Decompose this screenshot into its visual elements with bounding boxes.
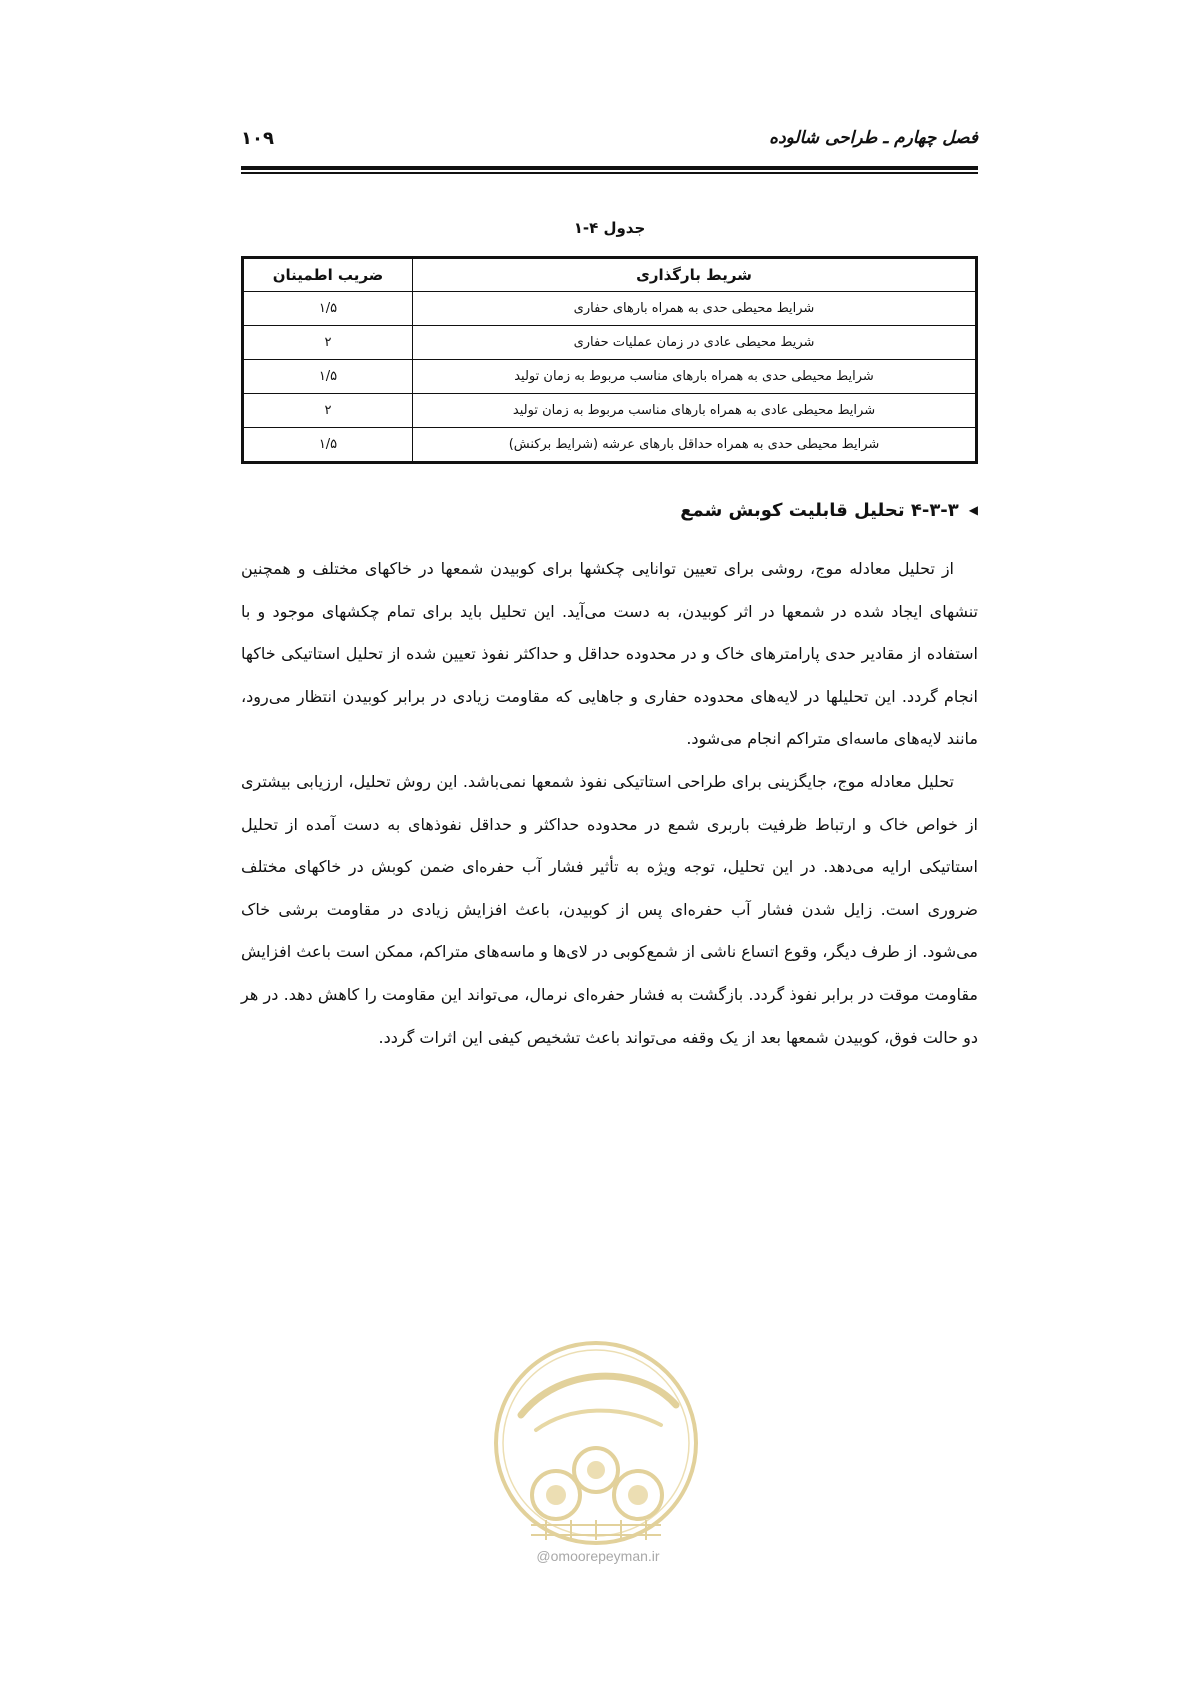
header-rule-thick xyxy=(241,166,978,170)
table-row xyxy=(243,394,977,428)
table-cell-condition: شرایط محیطی حدی به همراه حداقل بارهای عرشه (شرایط برکنش) xyxy=(413,428,977,463)
table-cell-condition: شریط محیطی عادی در زمان عملیات حفاری xyxy=(413,326,977,360)
watermark-url: @omoorepeyman.ir xyxy=(536,1548,660,1564)
page-header xyxy=(241,128,978,158)
body-text xyxy=(241,548,978,1059)
table-cell-condition: شرایط محیطی حدی به همراه بارهای مناسب مربوط به زمان تولید xyxy=(413,360,977,394)
triangle-left-icon: ◀ xyxy=(968,503,978,517)
watermark-logo-icon xyxy=(491,1335,701,1571)
table-cell-condition: شرایط محیطی حدی به همراه بارهای حفاری xyxy=(413,292,977,326)
table-row xyxy=(243,326,977,360)
table-row xyxy=(243,428,977,463)
table-cell-factor: ۲ xyxy=(243,326,413,360)
table-cell-factor: ۱/۵ xyxy=(243,292,413,326)
table-cell-factor: ۱/۵ xyxy=(243,360,413,394)
page-number: ۱۰۹ xyxy=(241,128,274,149)
table-cell-condition: شرایط محیطی عادی به همراه بارهای مناسب مربوط به زمان تولید xyxy=(413,394,977,428)
column-header-condition: شریط بارگذاری xyxy=(413,258,977,292)
header-rule-thin xyxy=(241,172,978,174)
table-row xyxy=(243,360,977,394)
paragraph: تحلیل معادله موج، جایگزینی برای طراحی استاتیکی نفوذ شمعها نمی‌باشد. این روش تحلیل، ارزیابی بیشتری از خواص خاک و ارتباط ظرفیت باربری شمع در محدوده حداکثر و حداقل نفوذهای به دست آمده از تحلیل استاتیکی ارایه می‌دهد. در این تحلیل، توجه ویژه به تأثیر فشار آب حفره‌ای ضمن کوبش در خاکهای مختلف ضروری است. زایل شدن فشار آب حفره‌ای پس از کوبیدن، باعث افزایش زیادی در مقاومت برشی خاک می‌شود. از طرف دیگر، وقوع اتساع ناشی از شمع‌کوبی در لای‌ها و ماسه‌های متراکم، ممکن است باعث افزایش مقاومت موقت در برابر نفوذ گردد. بازگشت به فشار حفره‌ای نرمال، می‌تواند این مقاومت را کاهش دهد. در هر دو حالت فوق، کوبیدن شمعها بعد از یک وقفه می‌تواند باعث تشخیص کیفی این اثرات گردد. xyxy=(241,771,978,1047)
column-header-factor: ضریب اطمینان xyxy=(243,258,413,292)
table-cell-factor: ۱/۵ xyxy=(243,428,413,463)
table-row xyxy=(243,292,977,326)
section-heading xyxy=(241,500,978,521)
paragraph: از تحلیل معادله موج، روشی برای تعیین توانایی چکشها برای کوبیدن شمعها در خاکهای مختلف و همچنین تنشهای ایجاد شده در شمعها در اثر کوبیدن، به دست می‌آید. این تحلیل باید برای تمام چکشهای موجود و با استفاده از مقادیر حدی پارامترهای خاک و در محدوده حداقل و حداکثر نفوذ تعیین شده از تحلیل استاتیکی خاکها انجام گردد. این تحلیلها در لایه‌های محدوده حفاری و جاهایی که مقاومت زیادی در برابر کوبیدن انتظار می‌رود، مانند لایه‌های ماسه‌ای متراکم انجام می‌شود. xyxy=(241,559,978,749)
section-heading-text: ۴-۳-۳ تحلیل قابلیت کوبش شمع xyxy=(680,500,959,521)
table-header-row xyxy=(243,258,977,292)
table-caption: جدول ۴-۱ xyxy=(573,219,646,237)
safety-factor-table xyxy=(241,256,978,464)
table-cell-factor: ۲ xyxy=(243,394,413,428)
chapter-title: فصل چهارم ـ طراحی شالوده xyxy=(769,128,978,148)
